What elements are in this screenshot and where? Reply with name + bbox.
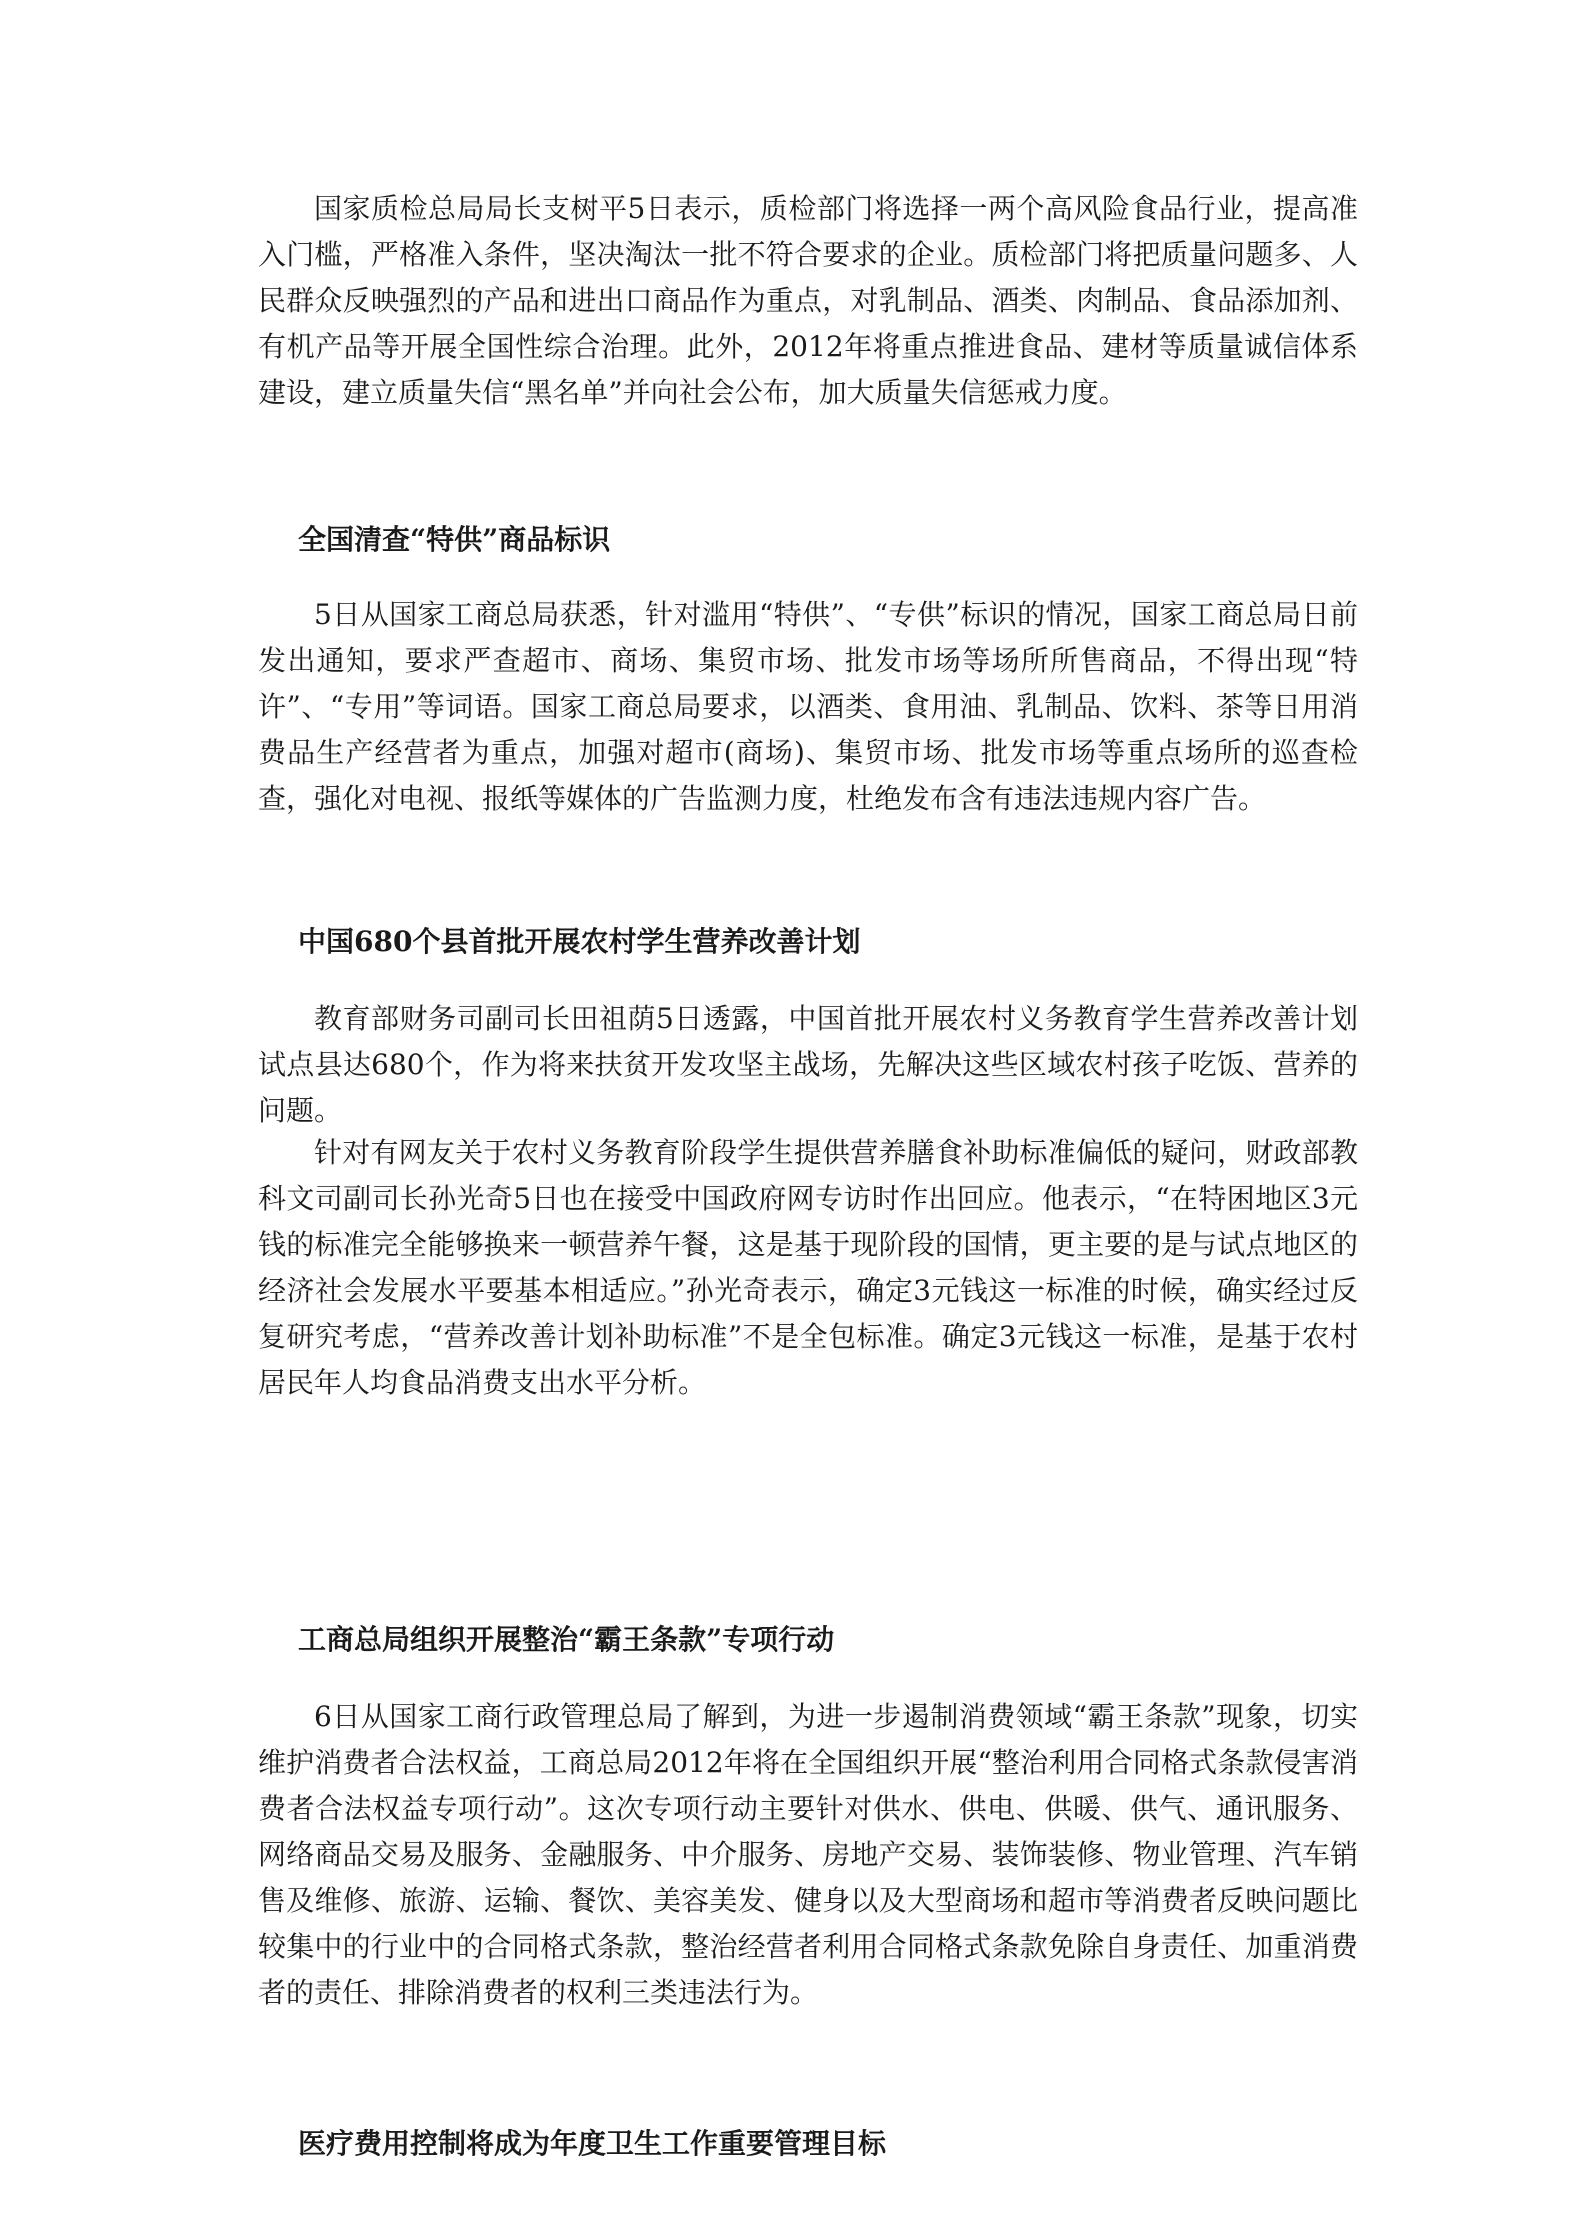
heading-student-nutrition-plan: 中国680个县首批开展农村学生营养改善计划: [298, 925, 861, 958]
paragraph-student-nutrition-pilot: 教育部财务司副司长田祖荫5日透露，中国首批开展农村义务教育学生营养改善计划试点县达680个，作为将来扶贫开发攻坚主战场，先解决这些区域农村孩子吃饭、营养的问题。: [258, 1002, 1358, 1127]
paragraph-special-supply-labels: 5日从国家工商总局获悉，针对滥用“特供”、“专供”标识的情况，国家工商总局日前发出通知，要求严查超市、商场、集贸市场、批发市场等场所所售商品，不得出现“特许”、“专用”等词语。国家工商总局要求，以酒类、食用油、乳制品、饮料、茶等日用消费品生产经营者为重点，加强对超市(商场)、集贸市场、批发市场等重点场所的巡查检查，强化对电视、报纸等媒体的广告监测力度，杜绝发布含有违法违规内容广告。: [258, 598, 1358, 815]
paragraph-nutrition-subsidy-standard: 针对有网友关于农村义务教育阶段学生提供营养膳食补助标准偏低的疑问，财政部教科文司副司长孙光奇5日也在接受中国政府网专访时作出回应。他表示，“在特困地区3元钱的标准完全能够换来一顿营养午餐，这是基于现阶段的国情，更主要的是与试点地区的经济社会发展水平要基本相适应。”孙光奇表示，确定3元钱这一标准的时候，确实经过反复研究考虑，“营养改善计划补助标准”不是全包标准。确定3元钱这一标准，是基于农村居民年人均食品消费支出水平分析。: [258, 1136, 1358, 1399]
heading-special-supply-labels: 全国清查“特供”商品标识: [298, 523, 611, 556]
document-page: [258, 0, 1358, 2240]
heading-medical-cost-control: 医疗费用控制将成为年度卫生工作重要管理目标: [298, 2127, 887, 2160]
paragraph-overlord-clauses-action: 6日从国家工商行政管理总局了解到，为进一步遏制消费领域“霸王条款”现象，切实维护消费者合法权益，工商总局2012年将在全国组织开展“整治利用合同格式条款侵害消费者合法权益专项行动”。这次专项行动主要针对供水、供电、供暖、供气、通讯服务、网络商品交易及服务、金融服务、中介服务、房地产交易、装饰装修、物业管理、汽车销售及维修、旅游、运输、餐饮、美容美发、健身以及大型商场和超市等消费者反映问题比较集中的行业中的合同格式条款，整治经营者利用合同格式条款免除自身责任、加重消费者的责任、排除消费者的权利三类违法行为。: [258, 1700, 1358, 2009]
heading-overlord-clauses-action: 工商总局组织开展整治“霸王条款”专项行动: [298, 1623, 835, 1656]
paragraph-quality-inspection: 国家质检总局局长支树平5日表示，质检部门将选择一两个高风险食品行业，提高准入门槛，严格准入条件，坚决淘汰一批不符合要求的企业。质检部门将把质量问题多、人民群众反映强烈的产品和进出口商品作为重点，对乳制品、酒类、肉制品、食品添加剂、有机产品等开展全国性综合治理。此外，2012年将重点推进食品、建材等质量诚信体系建设，建立质量失信“黑名单”并向社会公布，加大质量失信惩戒力度。: [258, 192, 1358, 409]
